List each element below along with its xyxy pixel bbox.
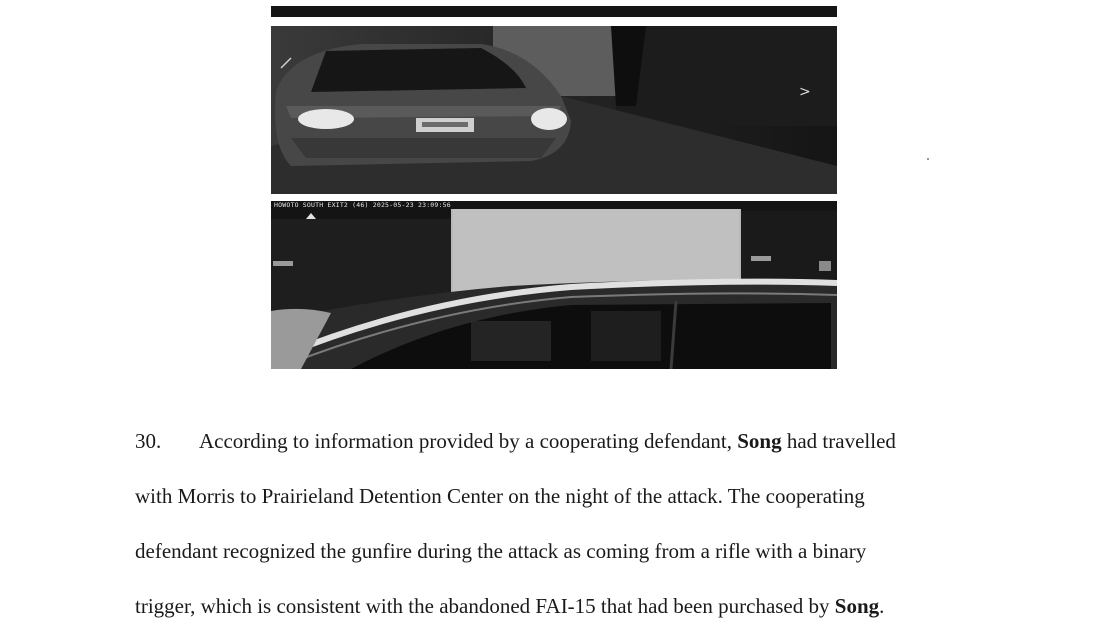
paragraph-line-1 [135,414,995,469]
redaction-bar [271,6,837,17]
paragraph-30 [135,414,995,634]
paragraph-line-4 [135,579,995,634]
line1-text-a: According to information provided by a cooperating defendant, [199,429,732,453]
line4-text-a: trigger, which is consistent with the abandoned FAI-15 that had been purchased by [135,594,830,618]
paragraph-number: 30. [135,429,162,453]
scan-speck [927,158,929,160]
paragraph-line-3: defendant recognized the gunfire during the attack as coming from a rifle with a binary [135,539,867,563]
surveillance-image-side-car [271,201,837,369]
rear-of-sedan-image [271,26,837,194]
defendant-name: Song [737,429,782,453]
svg-text:>: > [799,84,811,100]
side-of-car-image [271,201,837,369]
timestamp-caption: HOWOTO SOUTH EXIT2 (46) 2025-05-23 23:09:56 [274,201,451,209]
line4-period: . [879,594,885,618]
surveillance-image-rear-car [271,26,837,194]
defendant-name: Song [834,594,880,618]
line1-text-b: had travelled [786,429,896,453]
paragraph-line-2: with Morris to Prairieland Detention Center on the night of the attack. The cooperating [135,484,865,508]
